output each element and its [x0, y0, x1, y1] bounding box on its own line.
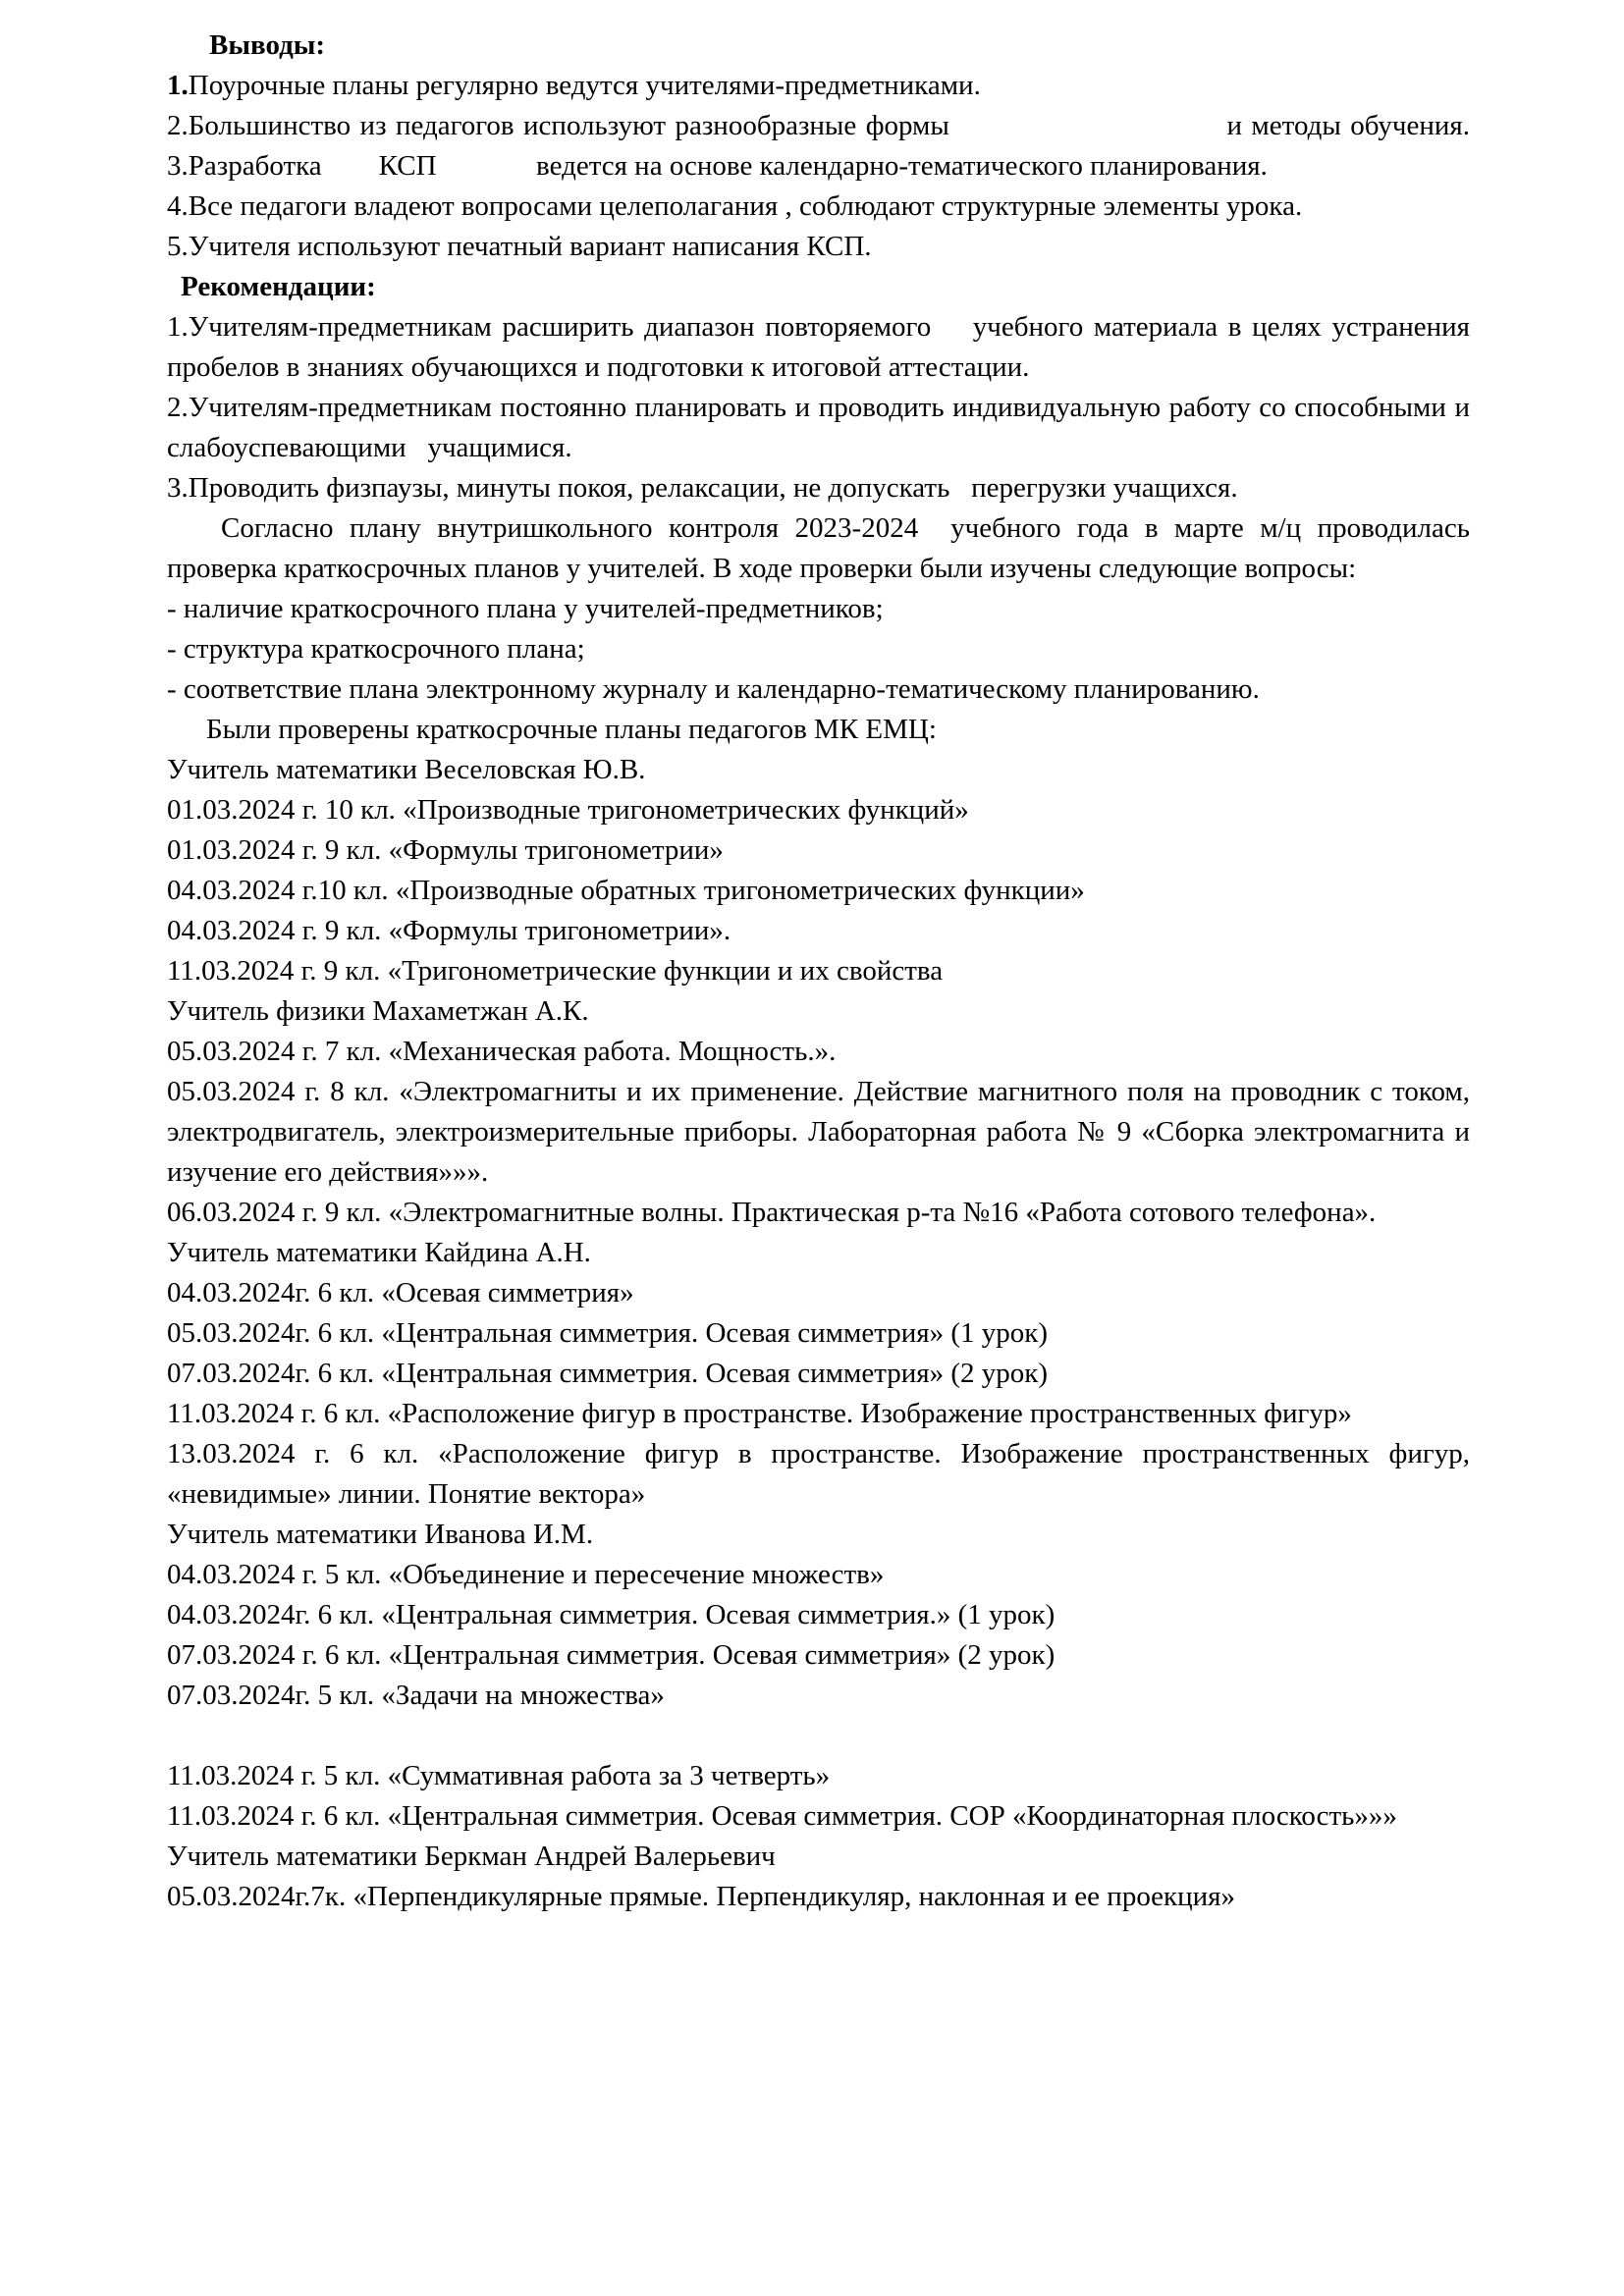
- paragraph: [167, 106, 1478, 187]
- paragraph: [167, 1877, 1470, 1917]
- paragraph-text: 04.03.2024 г. 5 кл. «Объединение и пересечение множеств»: [167, 1559, 885, 1590]
- paragraph-text: Учитель математики Иванова И.М.: [167, 1519, 594, 1550]
- paragraph-text: 04.03.2024г. 6 кл. «Осевая симметрия»: [167, 1277, 634, 1308]
- paragraph-text: 05.03.2024г.7к. «Перпендикулярные прямые. Перпендикуляр, наклонная и ее проекция»: [167, 1881, 1236, 1912]
- paragraph: [167, 589, 1470, 629]
- paragraph-text: Учитель математики Беркман Андрей Валерьевич: [167, 1841, 776, 1872]
- paragraph: [167, 750, 1470, 790]
- paragraph-text: 05.03.2024г. 6 кл. «Центральная симметрия. Осевая симметрия» (1 урок): [167, 1317, 1049, 1349]
- paragraph: [167, 669, 1470, 710]
- paragraph: [167, 1676, 1470, 1716]
- paragraph-text: Учитель физики Махаметжан А.К.: [167, 995, 589, 1027]
- paragraph: [167, 388, 1478, 468]
- paragraph-text-bold: 1.: [167, 70, 189, 101]
- paragraph-text: 5.Учителя используют печатный вариант написания КСП.: [167, 231, 872, 262]
- paragraph-text: 05.03.2024 г. 7 кл. «Механическая работа. Мощность.».: [167, 1036, 837, 1067]
- paragraph: [167, 1837, 1470, 1877]
- paragraph: [167, 1273, 1470, 1313]
- paragraph-text: 04.03.2024 г. 9 кл. «Формулы тригонометрии».: [167, 915, 731, 946]
- paragraph: [167, 1434, 1478, 1515]
- paragraph: [167, 1756, 1470, 1796]
- paragraph: [167, 1555, 1470, 1595]
- paragraph: [167, 187, 1470, 227]
- paragraph-text: 11.03.2024 г. 6 кл. «Центральная симметрия. Осевая симметрия. СОР «Координаторная плоскость»»»: [167, 1800, 1397, 1832]
- paragraph-text: - соответствие плана электронному журналу и календарно-тематическому планированию.: [167, 673, 1260, 705]
- paragraph-text: 06.03.2024 г. 9 кл. «Электромагнитные волны. Практическая р-та №16 «Работа сотового телефона».: [167, 1197, 1377, 1228]
- paragraph: [167, 1796, 1470, 1837]
- paragraph-text: Учитель математики Веселовская Ю.В.: [167, 754, 646, 785]
- paragraph-text: 01.03.2024 г. 9 кл. «Формулы тригонометрии»: [167, 834, 724, 866]
- paragraph-text: - структура краткосрочного плана;: [167, 633, 585, 665]
- paragraph-text: 11.03.2024 г. 9 кл. «Тригонометрические функции и их свойства: [167, 955, 944, 987]
- paragraph: [167, 1595, 1470, 1635]
- paragraph: [167, 830, 1470, 871]
- paragraph: [167, 267, 1470, 307]
- paragraph-text-bold: Рекомендации:: [181, 271, 376, 302]
- paragraph-text: 05.03.2024 г. 8 кл. «Электромагниты и их применение. Действие магнитного поля на проводник с током, электродвигатель, электроизмерительные приборы. Лабораторная работа № 9 «Сборка электромагнита и изучение его действия»»».: [167, 1076, 1478, 1188]
- paragraph: [167, 508, 1478, 589]
- paragraph: [167, 1032, 1470, 1072]
- paragraph-text: 4.Все педагоги владеют вопросами целеполагания , соблюдают структурные элементы урока.: [167, 190, 1303, 222]
- paragraph-text: 07.03.2024г. 5 кл. «Задачи на множества»: [167, 1680, 665, 1711]
- paragraph: [167, 991, 1470, 1032]
- paragraph-text: 07.03.2024г. 6 кл. «Центральная симметрия. Осевая симметрия» (2 урок): [167, 1358, 1049, 1389]
- paragraph: [167, 307, 1478, 388]
- paragraph: [167, 871, 1470, 911]
- paragraph-text: 07.03.2024 г. 6 кл. «Центральная симметрия. Осевая симметрия» (2 урок): [167, 1639, 1056, 1671]
- paragraph-text: 04.03.2024 г.10 кл. «Производные обратных тригонометрических функции»: [167, 875, 1085, 906]
- paragraph: [167, 710, 1470, 750]
- paragraph: [167, 1394, 1470, 1434]
- paragraph: [167, 790, 1470, 830]
- paragraph: [167, 66, 1470, 106]
- paragraph-text: 2.Большинство из педагогов используют разнообразные формы и методы обучения. 3.Разработка КСП ведется на основе календарно-тематического планирования.: [167, 110, 1478, 182]
- paragraph-text: Согласно плану внутришкольного контроля 2023-2024 учебного года в марте м/ц проводилась проверка краткосрочных планов у учителей. В ходе проверки были изучены следующие вопросы:: [167, 512, 1478, 584]
- paragraph: [167, 1635, 1470, 1676]
- paragraph-text: 3.Проводить физпаузы, минуты покоя, релаксации, не допускать перегрузки учащихся.: [167, 472, 1238, 504]
- paragraph: [167, 1072, 1478, 1193]
- paragraph-text: - наличие краткосрочного плана у учителей-предметников;: [167, 593, 884, 624]
- paragraph-text: 01.03.2024 г. 10 кл. «Производные тригонометрических функций»: [167, 794, 969, 826]
- paragraph: [167, 1515, 1470, 1555]
- paragraph: [167, 1716, 1470, 1756]
- paragraph: [167, 911, 1470, 951]
- paragraph: [167, 26, 1470, 66]
- paragraph-text: 13.03.2024 г. 6 кл. «Расположение фигур в пространстве. Изображение пространственных фигур, «невидимые» линии. Понятие вектора»: [167, 1438, 1478, 1510]
- paragraph-text: Были проверены краткосрочные планы педагогов МК ЕМЦ:: [206, 714, 937, 745]
- paragraph-text: 11.03.2024 г. 6 кл. «Расположение фигур в пространстве. Изображение пространственных фигур»: [167, 1398, 1352, 1429]
- paragraph: [167, 951, 1470, 991]
- paragraph-text: 04.03.2024г. 6 кл. «Центральная симметрия. Осевая симметрия.» (1 урок): [167, 1599, 1056, 1630]
- paragraph: [167, 1313, 1470, 1354]
- paragraph-text: 1.Учителям-предметникам расширить диапазон повторяемого учебного материала в целях устранения пробелов в знаниях обучающихся и подготовки к итоговой аттестации.: [167, 311, 1478, 383]
- paragraph: [167, 629, 1470, 669]
- paragraph-text: Поурочные планы регулярно ведутся учителями-предметниками.: [188, 70, 981, 101]
- paragraph-text: 2.Учителям-предметникам постоянно планировать и проводить индивидуальную работу со способными и слабоуспевающими учащимися.: [167, 392, 1478, 463]
- paragraph: [167, 468, 1470, 508]
- paragraph-text: Учитель математики Кайдина А.Н.: [167, 1237, 591, 1268]
- paragraph: [167, 1193, 1470, 1233]
- paragraph-text: 11.03.2024 г. 5 кл. «Суммативная работа за 3 четверть»: [167, 1760, 831, 1791]
- paragraph: [167, 1354, 1470, 1394]
- paragraph-text-bold: Выводы:: [209, 29, 326, 61]
- paragraph: [167, 1233, 1470, 1273]
- paragraph: [167, 227, 1470, 267]
